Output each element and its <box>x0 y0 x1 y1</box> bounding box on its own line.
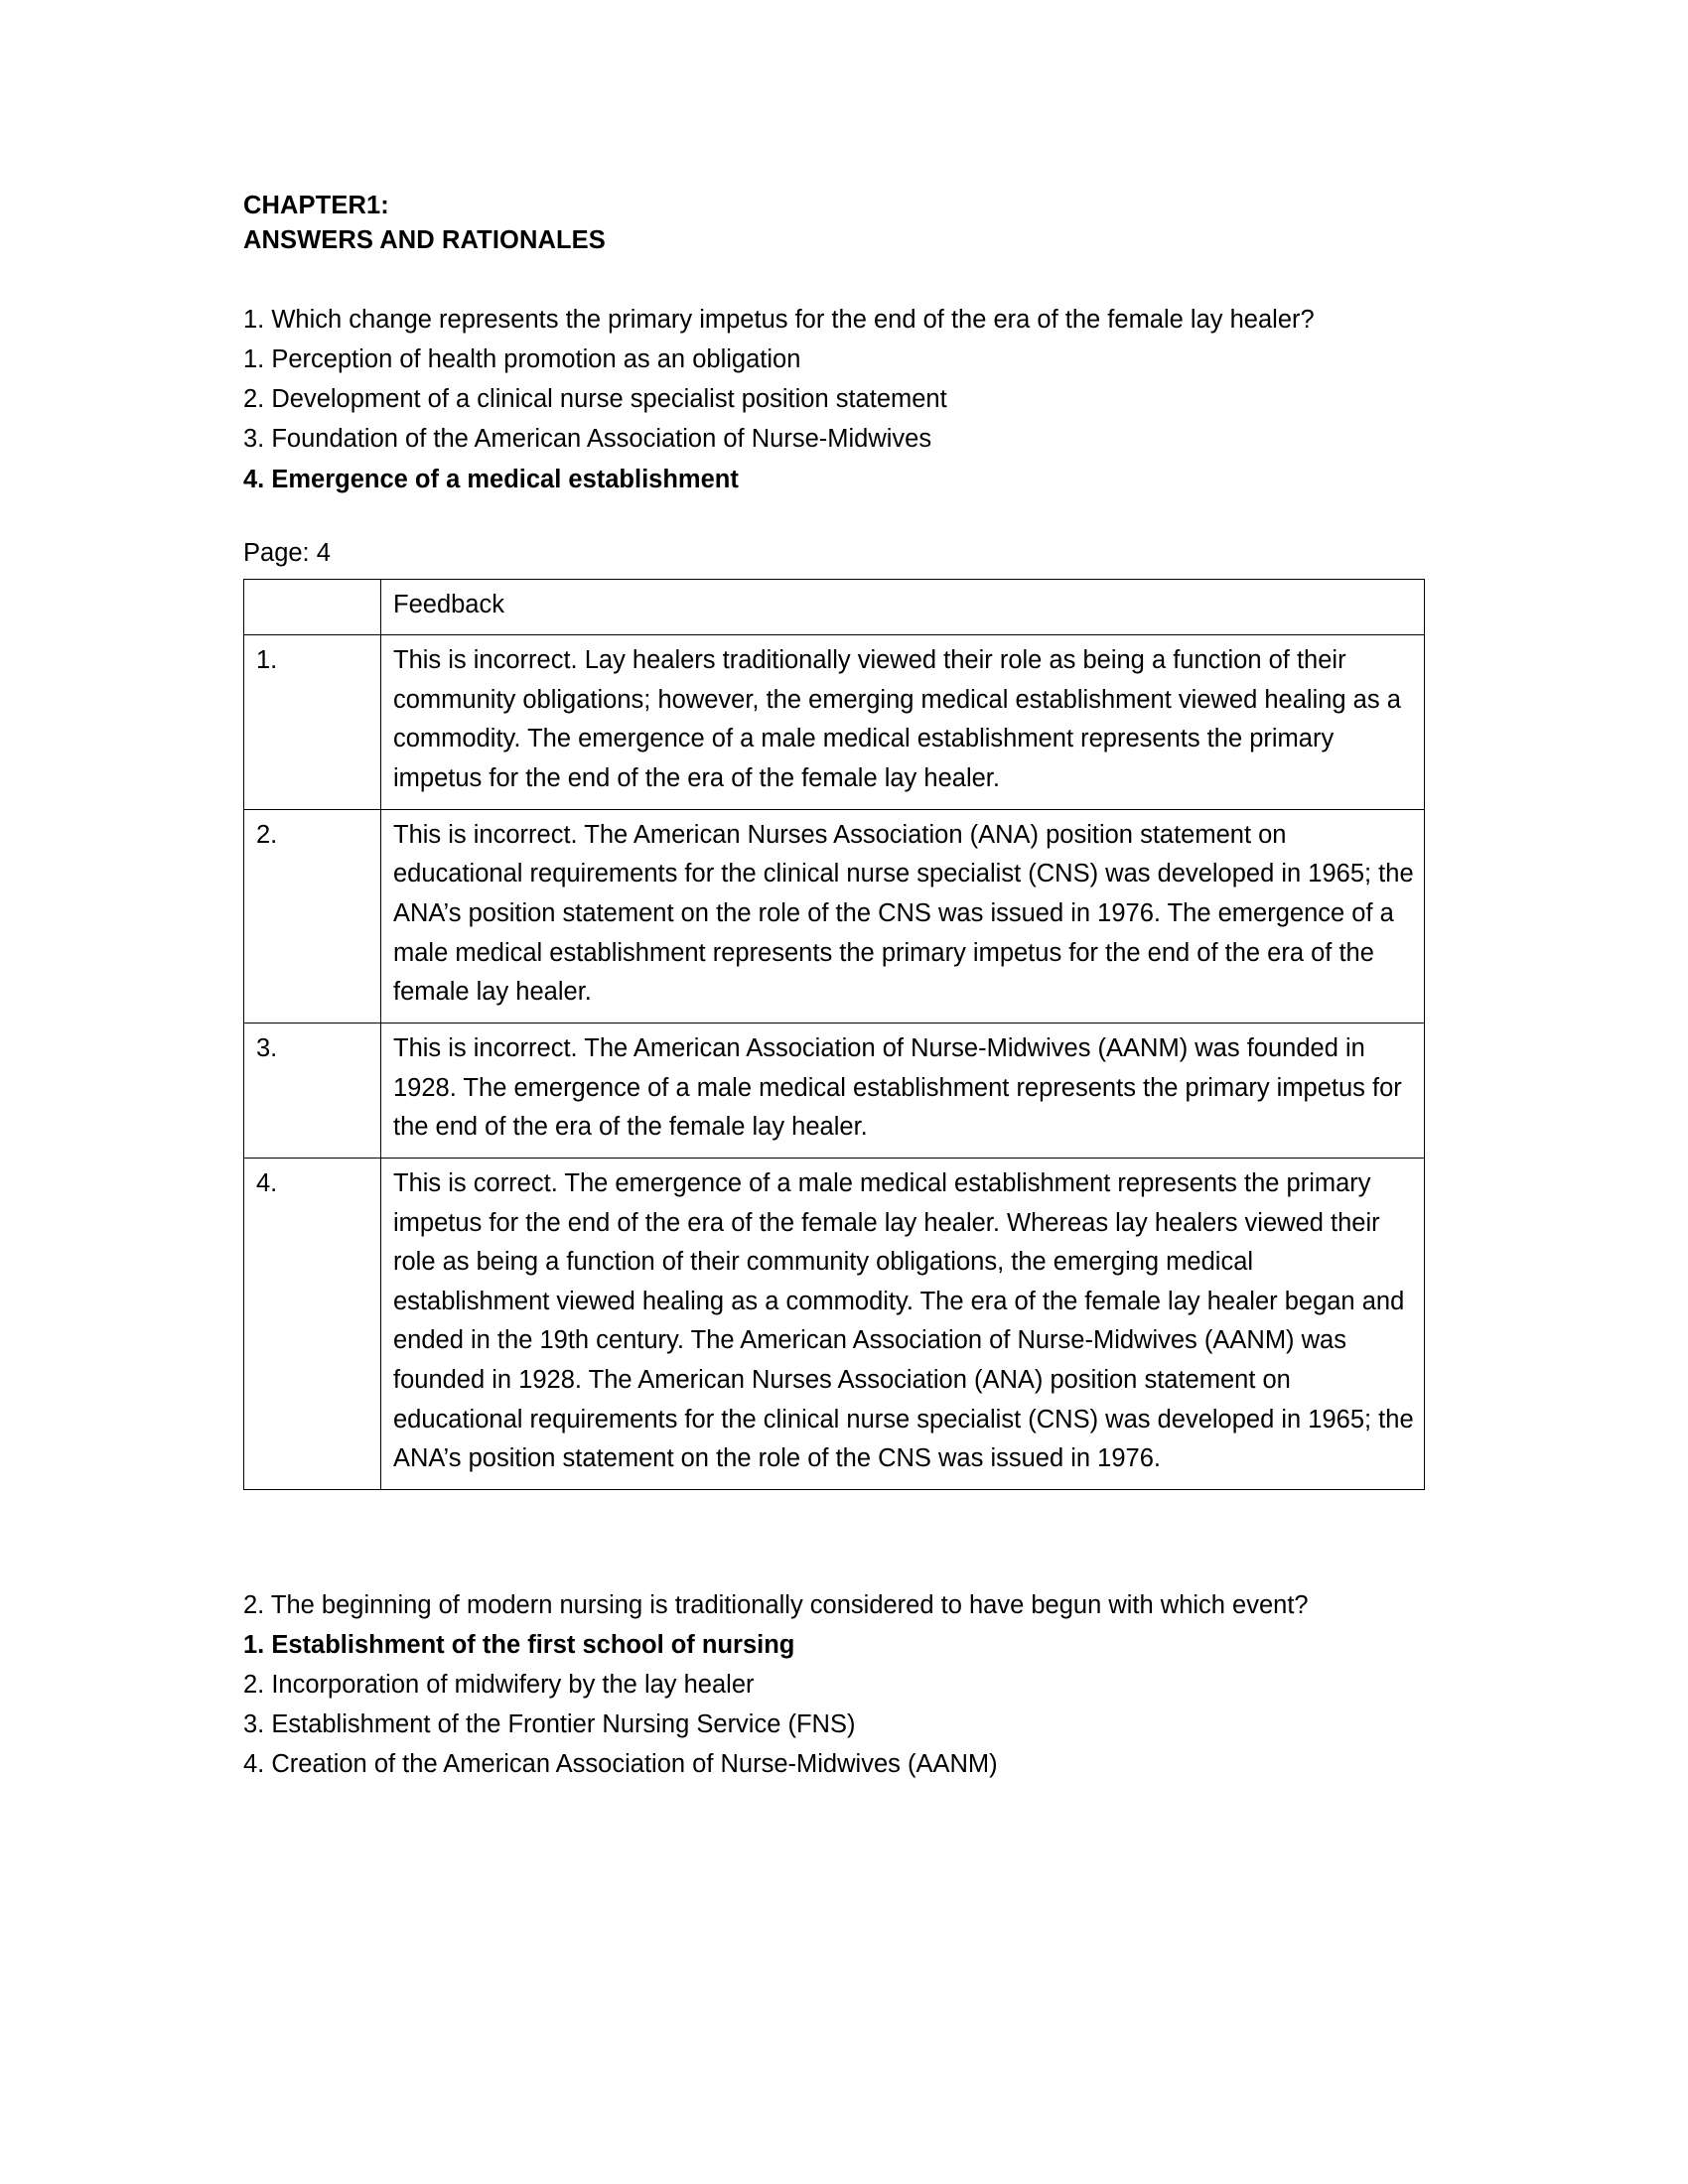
table-header-row <box>244 579 1425 635</box>
table-row-feedback: This is incorrect. The American Nurses Association (ANA) position statement on educational requirements for the clinical nurse specialist (CNS) was developed in 1965; the ANA’s position statement on the role of the CNS was issued in 1976. The emergence of a male medical establishment represents the primary impetus for the end of the era of the female lay healer. <box>381 809 1425 1023</box>
table-row <box>244 1158 1425 1489</box>
table-row-feedback: This is incorrect. The American Association of Nurse-Midwives (AANM) was founded in 1928. The emergence of a male medical establishment represents the primary impetus for the end of the era of the female lay healer. <box>381 1023 1425 1158</box>
question-2-option-2: 2. Incorporation of midwifery by the lay healer <box>243 1671 755 1700</box>
question-2-option-4: 4. Creation of the American Association of Nurse-Midwives (AANM) <box>243 1750 998 1779</box>
question-2-stem: 2. The beginning of modern nursing is traditionally considered to have begun with which event? <box>243 1591 1309 1620</box>
question-2-block <box>243 1585 1440 1784</box>
table-row-number: 2. <box>244 809 381 1023</box>
document-title-line-1: CHAPTER1: <box>243 192 389 219</box>
table-row <box>244 635 1425 810</box>
question-1-option-4: 4. Emergence of a medical establishment <box>243 465 739 493</box>
table-header-number-cell <box>244 579 381 635</box>
question-1-option-2: 2. Development of a clinical nurse specialist position statement <box>243 385 947 414</box>
table-row-feedback: This is incorrect. Lay healers traditionally viewed their role as being a function of their community obligations; however, the emerging medical establishment viewed healing as a commodity. The emergence of a male medical establishment represents the primary impetus for the end of the era of the female lay healer. <box>381 635 1425 810</box>
document-title-line-2: ANSWERS AND RATIONALES <box>243 226 606 255</box>
question-1-block <box>243 300 1440 498</box>
document-title <box>243 189 1440 258</box>
table-row-feedback: This is correct. The emergence of a male medical establishment represents the primary impetus for the end of the era of the female lay healer. Whereas lay healers viewed their role as being a function of their community obligations, the emerging medical establishment viewed healing as a commodity. The era of the female lay healer began and ended in the 19th century. The American Association of Nurse-Midwives (AANM) was founded in 1928. The American Nurses Association (ANA) position statement on educational requirements for the clinical nurse specialist (CNS) was developed in 1965; the ANA’s position statement on the role of the CNS was issued in 1976. <box>381 1158 1425 1489</box>
question-1-stem: 1. Which change represents the primary impetus for the end of the era of the female lay healer? <box>243 306 1315 335</box>
question-2-option-3: 3. Establishment of the Frontier Nursing Service (FNS) <box>243 1710 856 1739</box>
table-header-feedback-cell: Feedback <box>381 579 1425 635</box>
question-1-option-1: 1. Perception of health promotion as an obligation <box>243 345 801 374</box>
question-1-option-3: 3. Foundation of the American Association of Nurse-Midwives <box>243 425 932 454</box>
table-row <box>244 809 1425 1023</box>
table-row-number: 3. <box>244 1023 381 1158</box>
question-1-feedback-table <box>243 579 1425 1490</box>
question-1-page-reference: Page: 4 <box>243 538 331 567</box>
table-row-number: 1. <box>244 635 381 810</box>
table-row <box>244 1023 1425 1158</box>
question-2-option-1: 1. Establishment of the first school of nursing <box>243 1631 795 1660</box>
table-row-number: 4. <box>244 1158 381 1489</box>
